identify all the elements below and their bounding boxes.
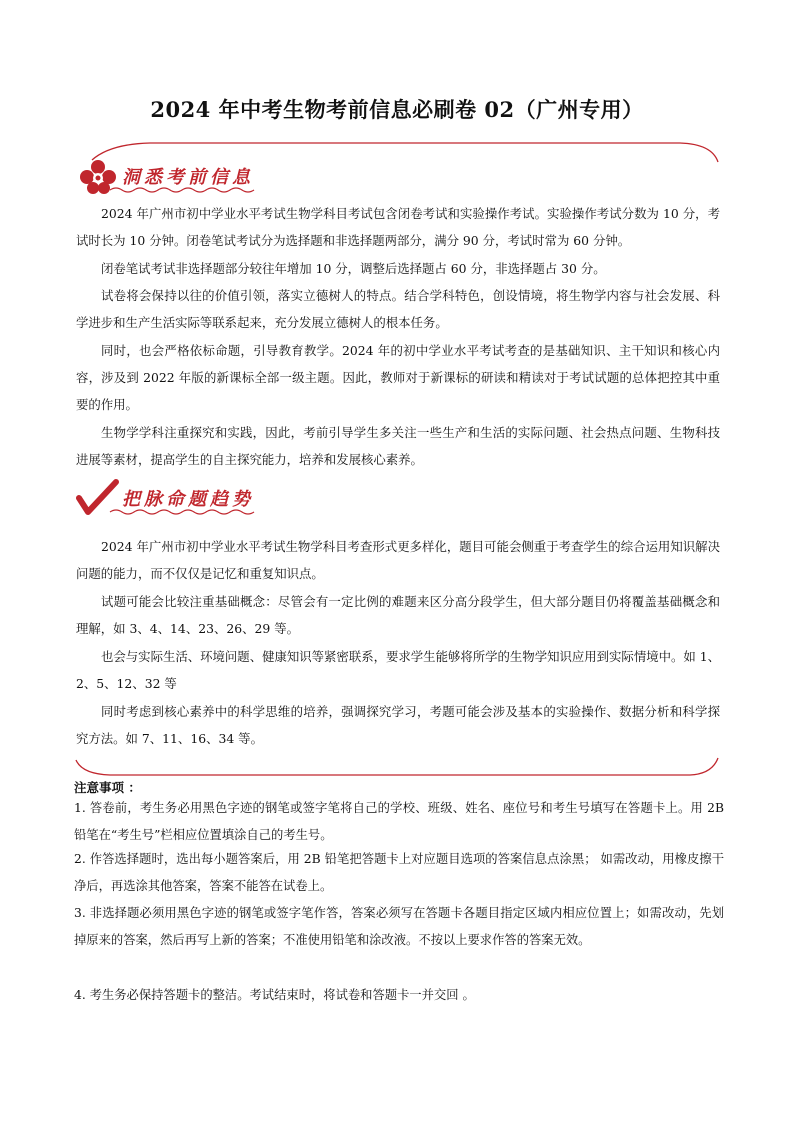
- section1-paragraph-1: 2024 年广州市初中学业水平考试生物学科目考试包含闭卷考试和实验操作考试。实验操作考试分数为 10 分，考试时长为 10 分钟。闭卷笔试考试分为选择题和非选择题两部分，满分 90 分，考试时常为 60 分钟。: [76, 206, 720, 248]
- notes-title: 注意事项 ：: [74, 780, 141, 795]
- section1-paragraph-5: 生物学学科注重探究和实践，因此，考前引导学生多关注一些生产和生活的实际问题、社会热点问题、生物科技进展等素材，提高学生的自主探究能力，培养和发展核心素养。: [76, 425, 720, 467]
- red-checkmark-icon: [76, 478, 120, 518]
- note-item-3: 3. 非选择题必须用黑色字迹的钢笔或签字笔作答，答案必须写在答题卡各题目指定区域内相应位置上；如需改动，先划掉原来的答案，然后再写上新的答案；不准使用铅笔和涂改液。不按以上要求作答的答案无效。: [74, 906, 724, 947]
- section1-heading: 洞悉考前信息: [122, 167, 254, 188]
- section2-paragraph-4: 同时考虑到核心素养中的科学思维的培养，强调探究学习，考题可能会涉及基本的实验操作、数据分析和科学探究方法。如 7、11、16、34 等。: [76, 704, 720, 746]
- section1-paragraph-2: 闭卷笔试考试非选择题部分较往年增加 10 分，调整后选择题占 60 分，非选择题占 30 分。: [101, 261, 606, 276]
- page-title: 2024 年中考生物考前信息必刷卷 02（广州专用）: [150, 97, 644, 122]
- section2-paragraph-2: 试题可能会比较注重基础概念：尽管会有一定比例的难题来区分高分段学生，但大部分题目仍将覆盖基础概念和理解，如 3、4、14、23、26、29 等。: [76, 594, 720, 636]
- note-item-2: 2. 作答选择题时，选出每小题答案后，用 2B 铅笔把答题卡上对应题目选项的答案信息点涂黑； 如需改动，用橡皮擦干净后，再选涂其他答案，答案不能答在试卷上。: [74, 852, 724, 893]
- note-item-1: 1. 答卷前，考生务必用黑色字迹的钢笔或签字笔将自己的学校、班级、姓名、座位号和考生号填写在答题卡上。用 2B 铅笔在“考生号”栏相应位置填涂自己的考生号。: [74, 801, 724, 842]
- section2-paragraph-1: 2024 年广州市初中学业水平考试生物学科目考查形式更多样化，题目可能会侧重于考查学生的综合运用知识解决问题的能力，而不仅仅是记忆和重复知识点。: [76, 539, 720, 581]
- note-item-4: 4. 考生务必保持答题卡的整洁。考试结束时，将试卷和答题卡一并交回 。: [74, 988, 475, 1002]
- section1-header: [76, 156, 254, 196]
- section1-paragraph-4: 同时，也会严格依标命题，引导教育教学。2024 年的初中学业水平考试考查的是基础知识、主干知识和核心内容，涉及到 2022 年版的新课标全部一级主题。因此，教师对于新课标的研读和精读对于考试试题的总体把控其中重要的作用。: [76, 343, 720, 412]
- section2-heading: 把脉命题趋势: [122, 489, 254, 510]
- red-flower-icon: [76, 156, 120, 196]
- section2-paragraph-3: 也会与实际生活、环境问题、健康知识等紧密联系，要求学生能够将所学的生物学知识应用到实际情境中。如 1、2、5、12、32 等: [76, 649, 720, 691]
- section1-paragraph-3: 试卷将会保持以往的价值引领，落实立德树人的特点。结合学科特色，创设情境，将生物学内容与社会发展、科学进步和生产生活实际等联系起来，充分发展立德树人的根本任务。: [76, 288, 720, 330]
- section2-header: [76, 478, 254, 518]
